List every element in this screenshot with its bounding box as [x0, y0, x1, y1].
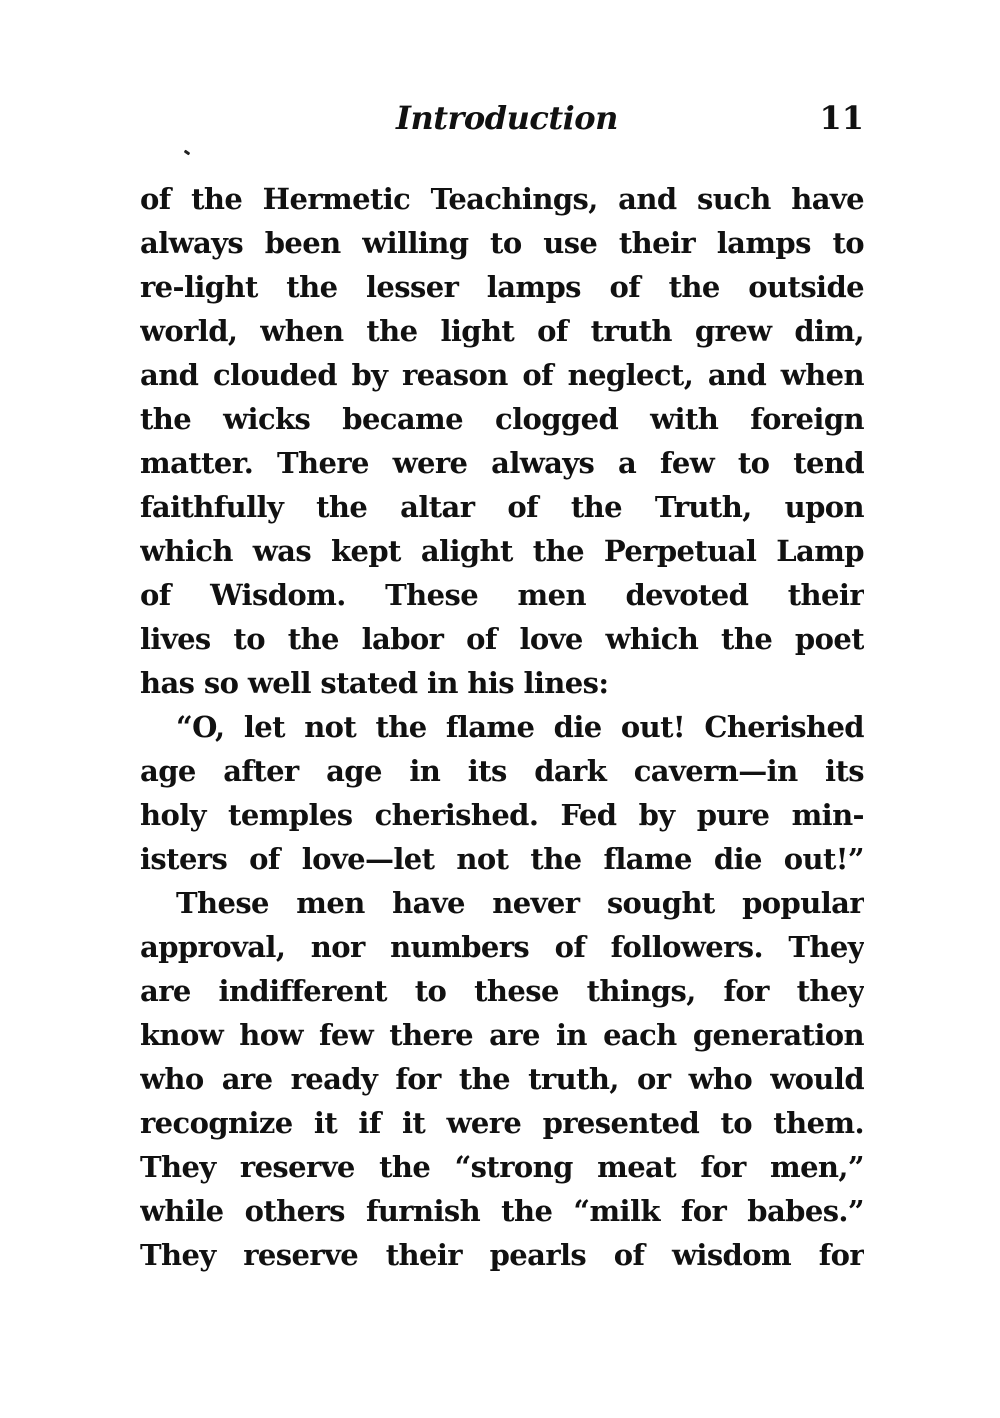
text-line: re-light the lesser lamps of the outside	[140, 270, 864, 304]
text-line: know how few there are in each generation	[140, 1018, 864, 1052]
page-number: 11	[819, 99, 864, 137]
text-line: the wicks became clogged with foreign	[140, 402, 864, 436]
text-line: lives to the labor of love which the poet	[140, 622, 864, 656]
text-line: matter. There were always a few to tend	[140, 446, 864, 480]
text-line: has so well stated in his lines:	[140, 666, 609, 700]
text-line: of Wisdom. These men devoted their	[140, 578, 864, 612]
text-line: They reserve their pearls of wisdom for	[140, 1238, 864, 1272]
text-line: which was kept alight the Perpetual Lamp	[140, 534, 864, 568]
body-text	[140, 177, 864, 1277]
text-line: of the Hermetic Teachings, and such have	[140, 182, 864, 216]
quote-line: age after age in its dark cavern—in its	[140, 754, 864, 788]
text-line: always been willing to use their lamps to	[140, 226, 864, 260]
text-line: recognize it if it were presented to them.	[140, 1106, 864, 1140]
running-title: Introduction	[396, 99, 618, 137]
text-line: and clouded by reason of neglect, and when	[140, 358, 864, 392]
quote-line: “O, let not the flame die out! Cherished	[176, 710, 864, 744]
running-head	[140, 96, 864, 140]
text-line: world, when the light of truth grew dim,	[140, 314, 864, 348]
text-line: are indifferent to these things, for they	[140, 974, 864, 1008]
quote-line: isters of love—let not the flame die out!”	[140, 842, 864, 876]
print-speck	[184, 150, 191, 156]
text-line: while others furnish the “milk for babes.”	[140, 1194, 864, 1228]
text-line: These men have never sought popular	[176, 886, 864, 920]
text-line: approval, nor numbers of followers. They	[140, 930, 864, 964]
quote-line: holy temples cherished. Fed by pure min-	[140, 798, 864, 832]
text-line: faithfully the altar of the Truth, upon	[140, 490, 864, 524]
text-line: They reserve the “strong meat for men,”	[140, 1150, 864, 1184]
text-line: who are ready for the truth, or who would	[140, 1062, 864, 1096]
